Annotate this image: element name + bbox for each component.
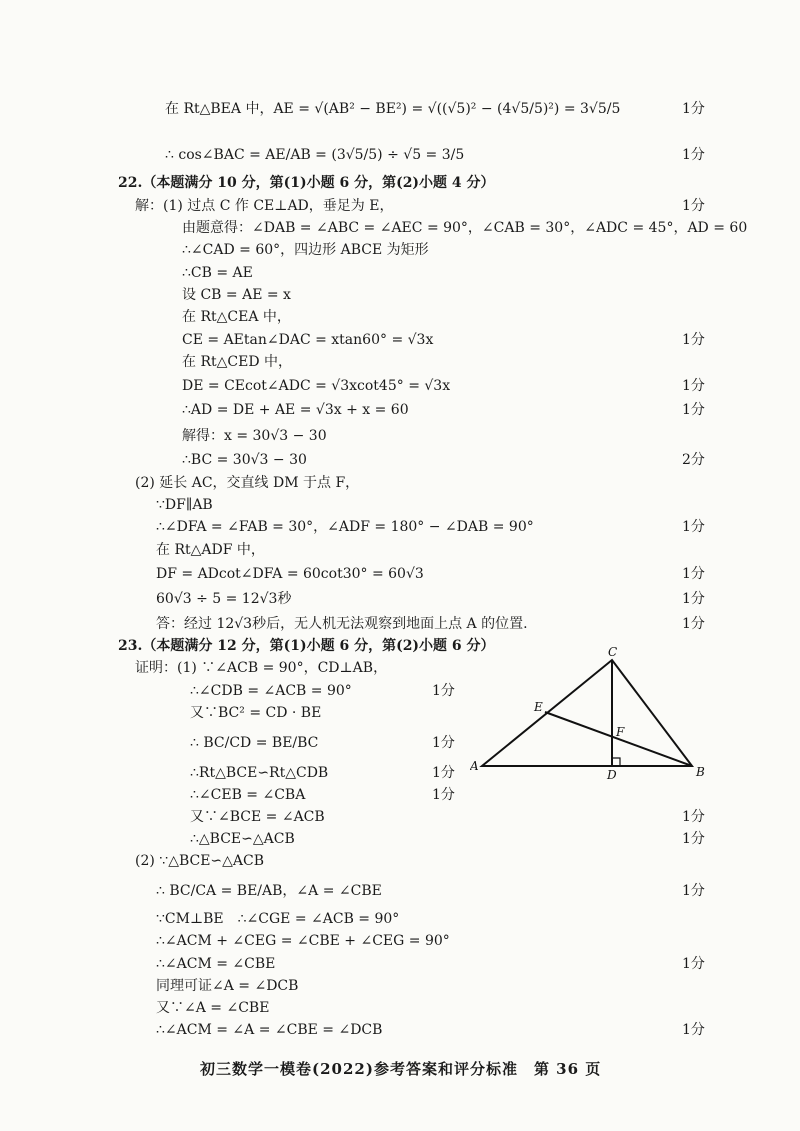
solution-line: ∴∠ACM = ∠A = ∠CBE = ∠DCB xyxy=(156,1022,383,1038)
solution-line: 在 Rt△BEA 中，AE = √(AB² − BE²) = √((√5)² − (4√5/5)²) = 3√5/5 xyxy=(165,101,621,117)
solution-line: 在 Rt△CED 中， xyxy=(182,354,292,370)
right-angle-mark xyxy=(612,758,620,766)
solution-line: DE = CEcot∠ADC = √3xcot45° = √3x xyxy=(182,378,451,394)
score-mark: 1分 xyxy=(682,883,705,899)
solution-line: ∴∠CAD = 60°，四边形 ABCE 为矩形 xyxy=(182,242,429,258)
label-f: F xyxy=(616,725,625,739)
score-mark: 1分 xyxy=(682,956,705,972)
solution-line: 解得：x = 30√3 − 30 xyxy=(182,428,327,444)
solution-line: ∴∠DFA = ∠FAB = 30°，∠ADF = 180° − ∠DAB = 90° xyxy=(156,519,534,535)
score-mark: 1分 xyxy=(432,683,455,699)
solution-line: ∴∠CDB = ∠ACB = 90° xyxy=(190,683,352,699)
score-mark: 1分 xyxy=(682,1022,705,1038)
solution-line: ∴∠ACM = ∠CBE xyxy=(156,956,276,972)
page-footer: 初三数学一模卷(2022)参考答案和评分标准 第 36 页 xyxy=(200,1060,602,1078)
question-22-title: 22.（本题满分 10 分，第(1)小题 6 分，第(2)小题 4 分） xyxy=(118,175,495,191)
score-mark: 1分 xyxy=(682,616,705,632)
solution-line: CE = AEtan∠DAC = xtan60° = √3x xyxy=(182,332,434,348)
score-mark: 2分 xyxy=(682,452,705,468)
solution-line: ∴CB = AE xyxy=(182,265,253,281)
solution-line: 同理可证∠A = ∠DCB xyxy=(156,978,299,994)
score-mark: 1分 xyxy=(682,332,705,348)
solution-line: 在 Rt△ADF 中， xyxy=(156,542,265,558)
solution-line: ∴△BCE∽△ACB xyxy=(190,831,295,847)
triangle-figure xyxy=(470,645,720,780)
solution-line: ∴BC = 30√3 − 30 xyxy=(182,452,307,468)
label-d: D xyxy=(607,768,617,780)
solution-line: ∴Rt△BCE∽Rt△CDB xyxy=(190,765,329,781)
score-mark: 1分 xyxy=(682,402,705,418)
solution-line: DF = ADcot∠DFA = 60cot30° = 60√3 xyxy=(156,566,424,582)
solution-line: ∴ BC/CD = BE/BC xyxy=(190,735,319,751)
solution-line: 设 CB = AE = x xyxy=(182,287,291,303)
solution-line: 又∵∠A = ∠CBE xyxy=(156,1000,270,1016)
label-a: A xyxy=(470,759,479,773)
solution-line: ∵CM⊥BE ∴∠CGE = ∠ACB = 90° xyxy=(156,911,400,927)
score-mark: 1分 xyxy=(682,378,705,394)
triangle-abc xyxy=(482,660,692,766)
solution-line: ∴AD = DE + AE = √3x + x = 60 xyxy=(182,402,409,418)
score-mark: 1分 xyxy=(682,831,705,847)
score-mark: 1分 xyxy=(682,566,705,582)
solution-line: 又∵∠BCE = ∠ACB xyxy=(190,809,325,825)
label-c: C xyxy=(608,645,618,659)
solution-line: ∴ cos∠BAC = AE/AB = (3√5/5) ÷ √5 = 3/5 xyxy=(165,147,465,163)
score-mark: 1分 xyxy=(682,147,705,163)
solution-line: 在 Rt△CEA 中， xyxy=(182,309,291,325)
solution-line: 60√3 ÷ 5 = 12√3秒 xyxy=(156,591,292,607)
solution-line: (2) 延长 AC，交直线 DM 于点 F， xyxy=(135,475,360,491)
score-mark: 1分 xyxy=(682,101,705,117)
score-mark: 1分 xyxy=(432,787,455,803)
solution-line: 解：(1) 过点 C 作 CE⊥AD，垂足为 E， xyxy=(135,198,394,214)
score-mark: 1分 xyxy=(682,591,705,607)
solution-line: ∴ BC/CA = BE/AB，∠A = ∠CBE xyxy=(156,883,382,899)
solution-line: (2) ∵△BCE∽△ACB xyxy=(135,853,265,869)
label-e: E xyxy=(534,700,543,714)
score-mark: 1分 xyxy=(682,809,705,825)
solution-line: ∵DF∥AB xyxy=(156,497,213,513)
score-mark: 1分 xyxy=(682,198,705,214)
solution-line: 由题意得：∠DAB = ∠ABC = ∠AEC = 90°，∠CAB = 30°，∠ADC = 45°，AD = 60 xyxy=(182,220,748,236)
solution-line: 证明：(1) ∵∠ACB = 90°，CD⊥AB， xyxy=(135,660,388,676)
label-b: B xyxy=(696,765,705,779)
score-mark: 1分 xyxy=(682,519,705,535)
score-mark: 1分 xyxy=(432,765,455,781)
solution-line: ∴∠ACM + ∠CEG = ∠CBE + ∠CEG = 90° xyxy=(156,933,450,949)
solution-line: 答：经过 12√3秒后，无人机无法观察到地面上点 A 的位置. xyxy=(156,616,528,632)
question-23-title: 23.（本题满分 12 分，第(1)小题 6 分，第(2)小题 6 分） xyxy=(118,638,495,654)
score-mark: 1分 xyxy=(432,735,455,751)
solution-line: 又∵BC² = CD · BE xyxy=(190,705,322,721)
solution-line: ∴∠CEB = ∠CBA xyxy=(190,787,306,803)
